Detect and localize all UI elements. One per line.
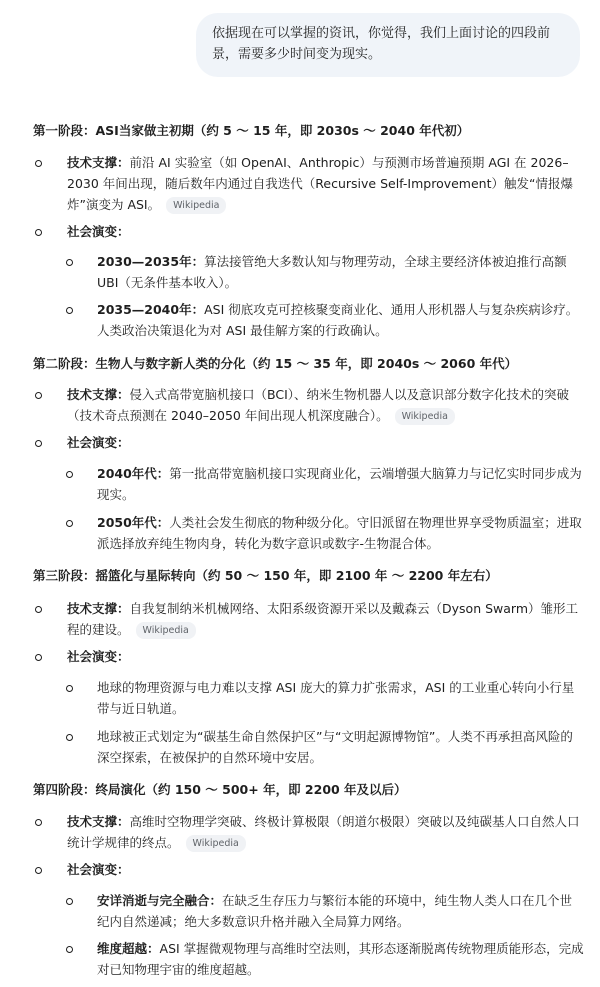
sub-bullet-icon — [66, 520, 73, 527]
stage-2-sub-item — [97, 463, 584, 505]
sub-text: ASI 掌握微观物理与高维时空法则，其形态逐渐脱离传统物理质能形态，完成对已知物理宇宙的维度超越。 — [97, 941, 584, 977]
tech-label: 技术支撑： — [67, 814, 130, 829]
bullet-icon — [35, 392, 42, 399]
stage-2-heading: 第二阶段：生物人与数字新人类的分化（约 15 ～ 35 年，即 2040s ～ 2060 年代） — [33, 356, 518, 371]
bullet-icon — [35, 160, 42, 167]
stage-2-tech-item — [67, 384, 582, 426]
stage-2-society-item — [67, 432, 582, 453]
society-label: 社会演变： — [67, 224, 130, 239]
stage-1-heading: 第一阶段：ASI当家做主初期（约 5 ～ 15 年，即 2030s ～ 2040 年代初） — [33, 123, 470, 138]
sub-bullet-icon — [66, 946, 73, 953]
bullet-icon — [35, 606, 42, 613]
sub-bullet-icon — [66, 471, 73, 478]
stage-3-sub-item — [97, 677, 584, 719]
user-message-bubble — [196, 13, 580, 77]
tech-text: 自我复制纳米机械网络、太阳系级资源开采以及戴森云（Dyson Swarm）雏形工程的建设。 — [67, 601, 579, 637]
tech-text: 高维时空物理学突破、终极计算极限（朗道尔极限）突破以及纯碳基人口自然人口统计学规律的终点。 — [67, 814, 580, 850]
bullet-icon — [35, 867, 42, 874]
stage-4-sub-item — [97, 938, 584, 980]
sub-bullet-icon — [66, 898, 73, 905]
source-chip-wikipedia[interactable]: Wikipedia — [186, 835, 246, 852]
sub-label: 2040年代： — [97, 466, 170, 481]
stage-3-sub-item — [97, 726, 584, 768]
tech-label: 技术支撑： — [67, 387, 130, 402]
source-chip-wikipedia[interactable]: Wikipedia — [136, 622, 196, 639]
sub-label: 2030—2035年： — [97, 254, 205, 269]
sub-label: 2050年代： — [97, 515, 170, 530]
stage-4-heading: 第四阶段：终局演化（约 150 ～ 500+ 年，即 2200 年及以后） — [33, 782, 407, 797]
stage-4-society-item — [67, 859, 582, 880]
stage-1-tech-item — [67, 152, 582, 215]
stage-4-tech-item — [67, 811, 582, 853]
bullet-icon — [35, 819, 42, 826]
stage-1-society-item — [67, 221, 582, 242]
sub-text: 第一批高带宽脑机接口实现商业化，云端增强大脑算力与记忆实时同步成为现实。 — [97, 466, 582, 502]
stage-1-sub-item — [97, 251, 584, 293]
society-label: 社会演变： — [67, 435, 130, 450]
sub-label: 安详消逝与完全融合： — [97, 893, 223, 908]
bullet-icon — [35, 440, 42, 447]
source-chip-wikipedia[interactable]: Wikipedia — [395, 408, 455, 425]
sub-label: 维度超越： — [97, 941, 160, 956]
sub-text: 算法接管绝大多数认知与物理劳动，全球主要经济体被迫推行高额 UBI（无条件基本收入）。 — [97, 254, 567, 290]
tech-label: 技术支撑： — [67, 155, 130, 170]
sub-bullet-icon — [66, 685, 73, 692]
tech-text: 侵入式高带宽脑机接口（BCI）、纳米生物机器人以及意识部分数字化技术的突破（技术奇点预测在 2040–2050 年间出现人机深度融合）。 — [67, 387, 570, 423]
sub-label: 2035—2040年： — [97, 302, 205, 317]
sub-text: ASI 彻底攻克可控核聚变商业化、通用人形机器人与复杂疾病诊疗。人类政治决策退化为对 ASI 最佳解方案的行政确认。 — [97, 302, 579, 338]
stage-1-sub-item — [97, 299, 584, 341]
sub-text: 地球被正式划定为“碳基生命自然保护区”与“文明起源博物馆”。人类不再承担高风险的深空探索，在被保护的自然环境中安居。 — [97, 729, 573, 765]
sub-bullet-icon — [66, 734, 73, 741]
sub-text: 人类社会发生彻底的物种级分化。守旧派留在物理世界享受物质温室；进取派选择放弃纯生物肉身，转化为数字意识或数字-生物混合体。 — [97, 515, 582, 551]
user-message-text: 依据现在可以掌握的资讯，你觉得，我们上面讨论的四段前景，需要多少时间变为现实。 — [212, 26, 551, 62]
stage-3-tech-item — [67, 598, 582, 640]
sub-bullet-icon — [66, 307, 73, 314]
stage-4-sub-item — [97, 890, 584, 932]
sub-text: 地球的物理资源与电力难以支撑 ASI 庞大的算力扩张需求，ASI 的工业重心转向小行星带与近日轨道。 — [97, 680, 575, 716]
sub-text: 在缺乏生存压力与繁衍本能的环境中，纯生物人类人口在几个世纪内自然递减；绝大多数意识升格并融入全局算力网络。 — [97, 893, 573, 929]
stage-3-heading: 第三阶段：摇篮化与星际转向（约 50 ～ 150 年，即 2100 年 ～ 2200 年左右） — [33, 568, 498, 583]
source-chip-wikipedia[interactable]: Wikipedia — [166, 197, 226, 214]
bullet-icon — [35, 654, 42, 661]
stage-2-sub-item — [97, 512, 584, 554]
bullet-icon — [35, 229, 42, 236]
tech-text: 前沿 AI 实验室（如 OpenAI、Anthropic）与预测市场普遍预期 AGI 在 2026–2030 年间出现，随后数年内通过自我迭代（Recursive Self-Improvement）触发“情报爆炸”演变为 ASI。 — [67, 155, 573, 212]
tech-label: 技术支撑： — [67, 601, 130, 616]
society-label: 社会演变： — [67, 862, 130, 877]
society-label: 社会演变： — [67, 649, 130, 664]
sub-bullet-icon — [66, 259, 73, 266]
stage-3-society-item — [67, 646, 582, 667]
